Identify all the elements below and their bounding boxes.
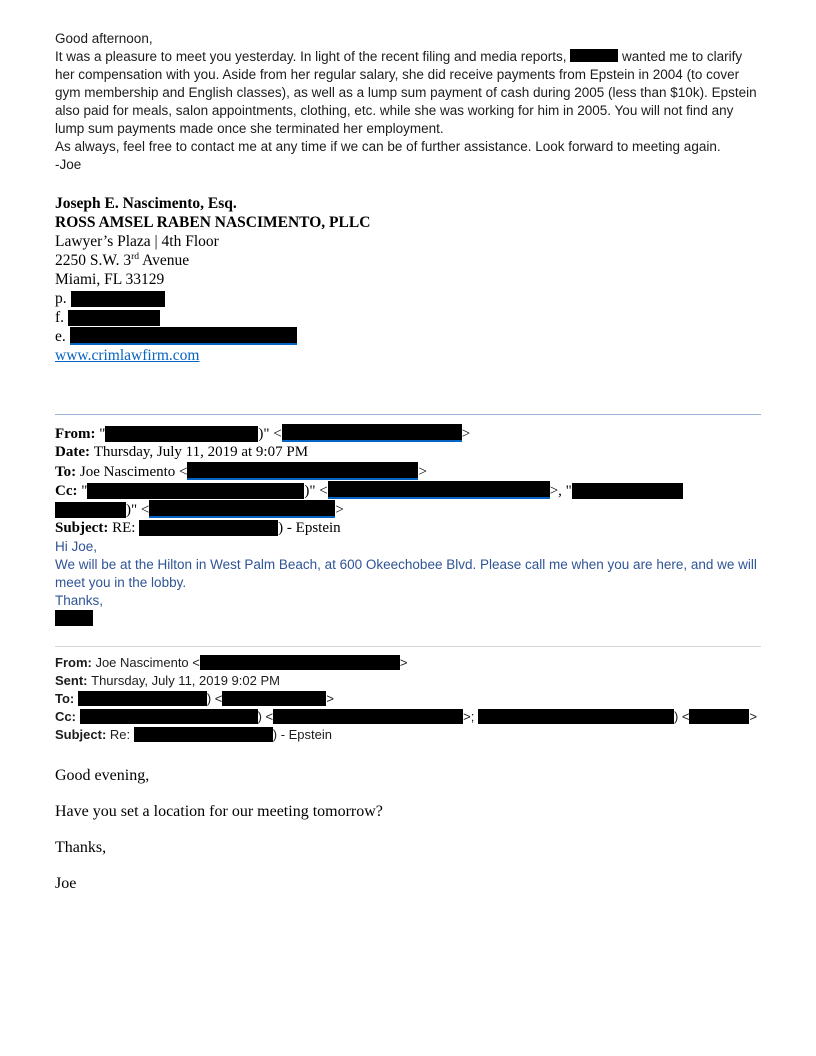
text-run: >;	[463, 708, 478, 724]
text-run: RE:	[112, 520, 140, 537]
text-run: >	[335, 502, 344, 519]
email2-signature-redaction	[55, 610, 761, 628]
text-run: Thursday, July 11, 2019 9:02 PM	[91, 672, 280, 688]
email3-name: Joe	[55, 874, 77, 892]
redaction-bar	[149, 500, 335, 518]
redaction-bar	[105, 426, 258, 442]
header2-sent-line	[55, 672, 761, 690]
text-run: ) - Epstein	[272, 726, 332, 742]
redaction-bar	[689, 709, 749, 724]
field-label: From:	[55, 426, 100, 442]
email1-paragraph-1	[55, 48, 761, 138]
text-run: >	[399, 654, 408, 670]
firm-website-link[interactable]: www.crimlawfirm.com	[55, 347, 200, 364]
signature-city: Miami, FL 33129	[55, 271, 165, 288]
text-run: >	[749, 708, 758, 724]
field-label: To:	[55, 690, 78, 706]
header2-from-line	[55, 654, 761, 672]
header1-subject-line	[55, 519, 761, 537]
redaction-bar	[328, 481, 550, 499]
field-label: Cc:	[55, 482, 82, 499]
text-run: e.	[55, 328, 70, 345]
email1-greeting: Good afternoon,	[55, 31, 153, 46]
text-run: )" <	[304, 482, 328, 499]
signature-website-line	[55, 346, 761, 365]
text-run: Thursday, July 11, 2019 at 9:07 PM	[93, 444, 309, 461]
redaction-bar	[55, 502, 126, 518]
header2-subject-line	[55, 726, 761, 744]
text-run: "	[99, 426, 106, 442]
signature-street	[55, 251, 761, 270]
signature-block	[55, 194, 761, 365]
text-run: ) - Epstein	[278, 520, 341, 537]
redaction-bar	[139, 520, 278, 536]
email3-greeting: Good evening,	[55, 766, 150, 784]
header1-cc-line-2	[55, 500, 761, 519]
signature-phone-line	[55, 289, 761, 308]
text-run: >	[418, 463, 427, 480]
email1-body	[55, 30, 761, 174]
email1-signoff: -Joe	[55, 157, 82, 172]
redaction-bar	[187, 462, 418, 480]
text-run: Re:	[109, 726, 134, 742]
email2-signoff: Thanks,	[55, 592, 104, 608]
signature-fax-line	[55, 308, 761, 327]
email2-body	[55, 538, 761, 628]
field-label: Sent:	[55, 672, 92, 688]
text-run: ) <	[257, 708, 274, 724]
redaction-bar	[282, 424, 462, 442]
email3-signoff: Thanks,	[55, 838, 107, 856]
text-run: Avenue	[139, 252, 190, 269]
text-run: "	[81, 482, 88, 499]
redaction-bar	[222, 691, 326, 706]
text-run: wanted me to clarify her compensation with you. Aside from her regular salary, she did receive payments from Epstein in 2004 (to cover gym membership and English classes), as well as a lump sum payment of cash during 2005 (less than $10k). Epstein also paid for meals, salon appointments, clothing, etc. while she was working for him in 2005. You will not find any lump sum payments made once she terminated her employment.	[55, 49, 757, 136]
redaction-bar	[478, 709, 674, 724]
text-run: >, "	[549, 482, 572, 499]
field-label: Subject:	[55, 726, 110, 742]
header1-cc-line-1	[55, 481, 761, 500]
text-run: )" <	[126, 502, 150, 519]
text-run: >	[326, 690, 334, 706]
redaction-bar	[55, 610, 93, 626]
text-run: Joe Nascimento <	[79, 463, 188, 480]
text-run: f.	[55, 309, 68, 326]
text-run: >	[461, 426, 471, 442]
text-run: 2250 S.W. 3	[55, 252, 132, 269]
text-run: ) <	[206, 690, 223, 706]
signature-floor: Lawyer’s Plaza | 4th Floor	[55, 233, 219, 250]
email3-question: Have you set a location for our meeting tomorrow?	[55, 802, 383, 820]
text-run: It was a pleasure to meet you yesterday. In light of the recent filing and media reports,	[55, 49, 571, 64]
header1-date-line	[55, 443, 761, 461]
field-label: Date:	[55, 444, 94, 461]
email1-paragraph-2: As always, feel free to contact me at any time if we can be of further assistance. Look forward to meeting again.	[55, 139, 721, 154]
field-label: To:	[55, 463, 80, 480]
superscript-text: rd	[131, 250, 140, 262]
field-label: From:	[55, 654, 96, 670]
section-divider-blue	[55, 414, 761, 415]
redaction-bar	[200, 655, 400, 670]
header1-to-line	[55, 462, 761, 481]
redaction-bar	[134, 727, 273, 742]
text-run: )" <	[258, 426, 282, 442]
redaction-bar	[80, 709, 258, 724]
header2-to-line	[55, 690, 761, 708]
quoted-header-1	[55, 424, 761, 538]
field-label: Subject:	[55, 520, 113, 537]
redaction-bar	[70, 327, 297, 345]
redaction-bar	[68, 310, 160, 326]
redaction-bar	[71, 291, 165, 307]
redaction-bar	[572, 483, 683, 499]
redaction-bar	[87, 483, 304, 499]
text-run: ) <	[673, 708, 690, 724]
text-run: p.	[55, 290, 71, 307]
redaction-bar	[78, 691, 207, 706]
signature-email-line	[55, 327, 761, 346]
signature-name: Joseph E. Nascimento, Esq.	[55, 195, 237, 212]
signature-firm: ROSS AMSEL RABEN NASCIMENTO, PLLC	[55, 214, 371, 231]
header2-cc-line	[55, 708, 761, 726]
redaction-bar	[570, 49, 618, 62]
field-label: Cc:	[55, 708, 80, 724]
redaction-bar	[273, 709, 463, 724]
text-run: Joe Nascimento <	[95, 654, 200, 670]
email2-greeting: Hi Joe,	[55, 538, 98, 554]
email2-paragraph: We will be at the Hilton in West Palm Beach, at 600 Okeechobee Blvd. Please call me when you are here, and we will meet you in the lobby.	[55, 556, 757, 590]
header1-from-line	[55, 424, 761, 443]
email3-body	[55, 767, 761, 893]
section-divider-gray	[55, 646, 761, 647]
quoted-header-2	[55, 654, 761, 744]
